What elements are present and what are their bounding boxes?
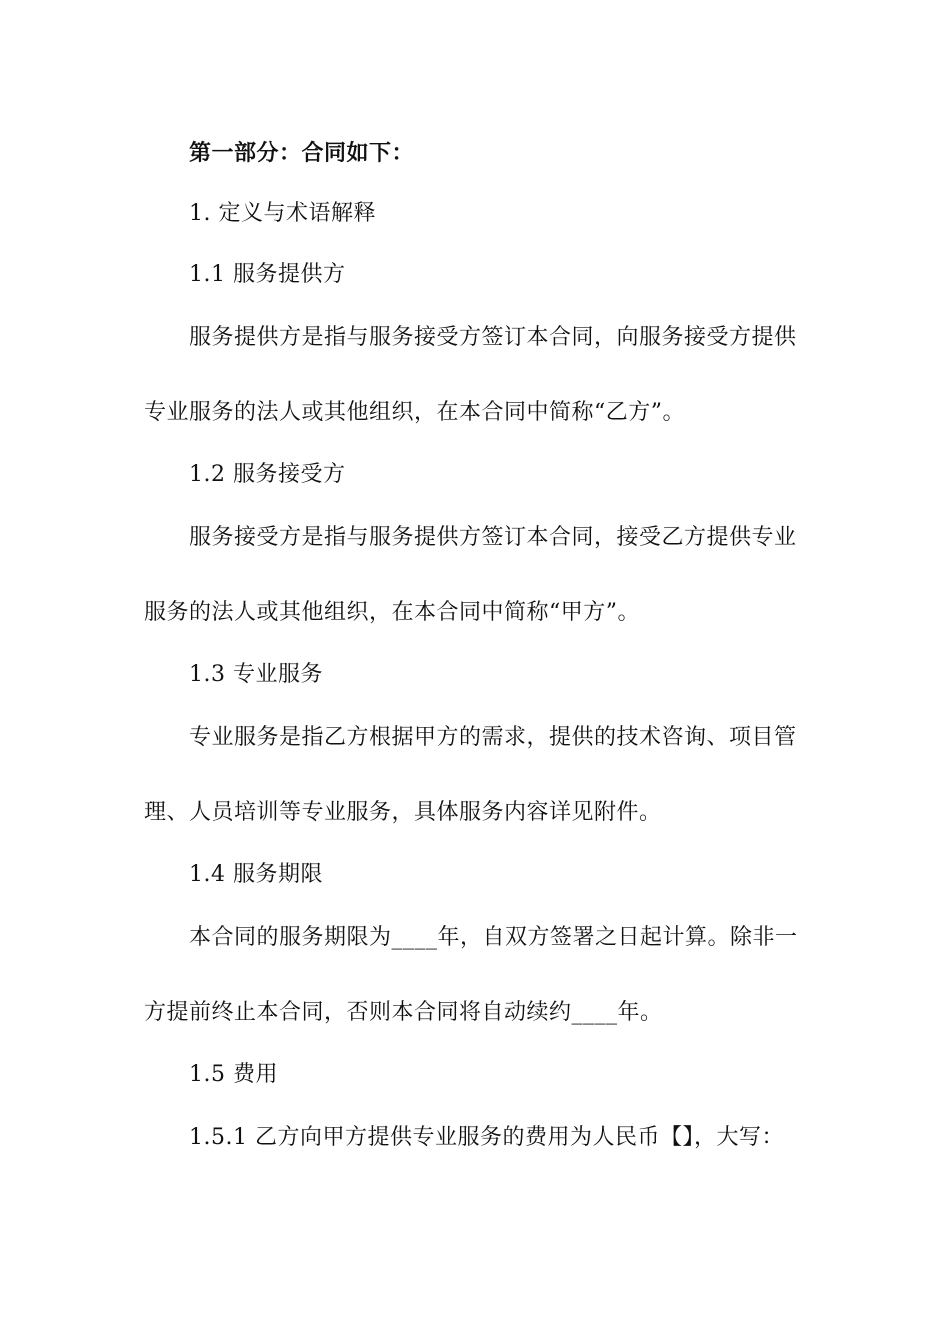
section-1-5-1-text: 1.5.1 乙方向甲方提供专业服务的费用为人民币【】，大写： bbox=[189, 1125, 784, 1150]
section-1-2-text-line2: 服务的法人或其他组织，在本合同中简称“甲方”。 bbox=[144, 600, 640, 625]
section-1-4-text-line2: 方提前终止本合同，否则本合同将自动续约____年。 bbox=[144, 1000, 663, 1025]
section-1-2-title: 1.2 服务接受方 bbox=[189, 462, 346, 487]
section-1-1-text-line2: 专业服务的法人或其他组织，在本合同中简称“乙方”。 bbox=[144, 400, 685, 425]
section-1-4-text-line1: 本合同的服务期限为____年，自双方签署之日起计算。除非一 bbox=[189, 925, 798, 950]
section-1-3-title: 1.3 专业服务 bbox=[189, 662, 323, 687]
section-1-4-title: 1.4 服务期限 bbox=[189, 862, 323, 887]
section-1-1-text-line1: 服务提供方是指与服务接受方签订本合同，向服务接受方提供 bbox=[189, 325, 797, 350]
section-1-2-text-line1: 服务接受方是指与服务提供方签订本合同，接受乙方提供专业 bbox=[189, 525, 797, 550]
section-1-5-title: 1.5 费用 bbox=[189, 1062, 278, 1087]
section-1-3-text-line1: 专业服务是指乙方根据甲方的需求，提供的技术咨询、项目管 bbox=[189, 725, 797, 750]
section-1-title: 1. 定义与术语解释 bbox=[189, 201, 376, 226]
part-heading: 第一部分：合同如下： bbox=[189, 140, 415, 166]
section-1-3-text-line2: 理、人员培训等专业服务，具体服务内容详见附件。 bbox=[144, 800, 662, 825]
section-1-1-title: 1.1 服务提供方 bbox=[189, 262, 346, 287]
